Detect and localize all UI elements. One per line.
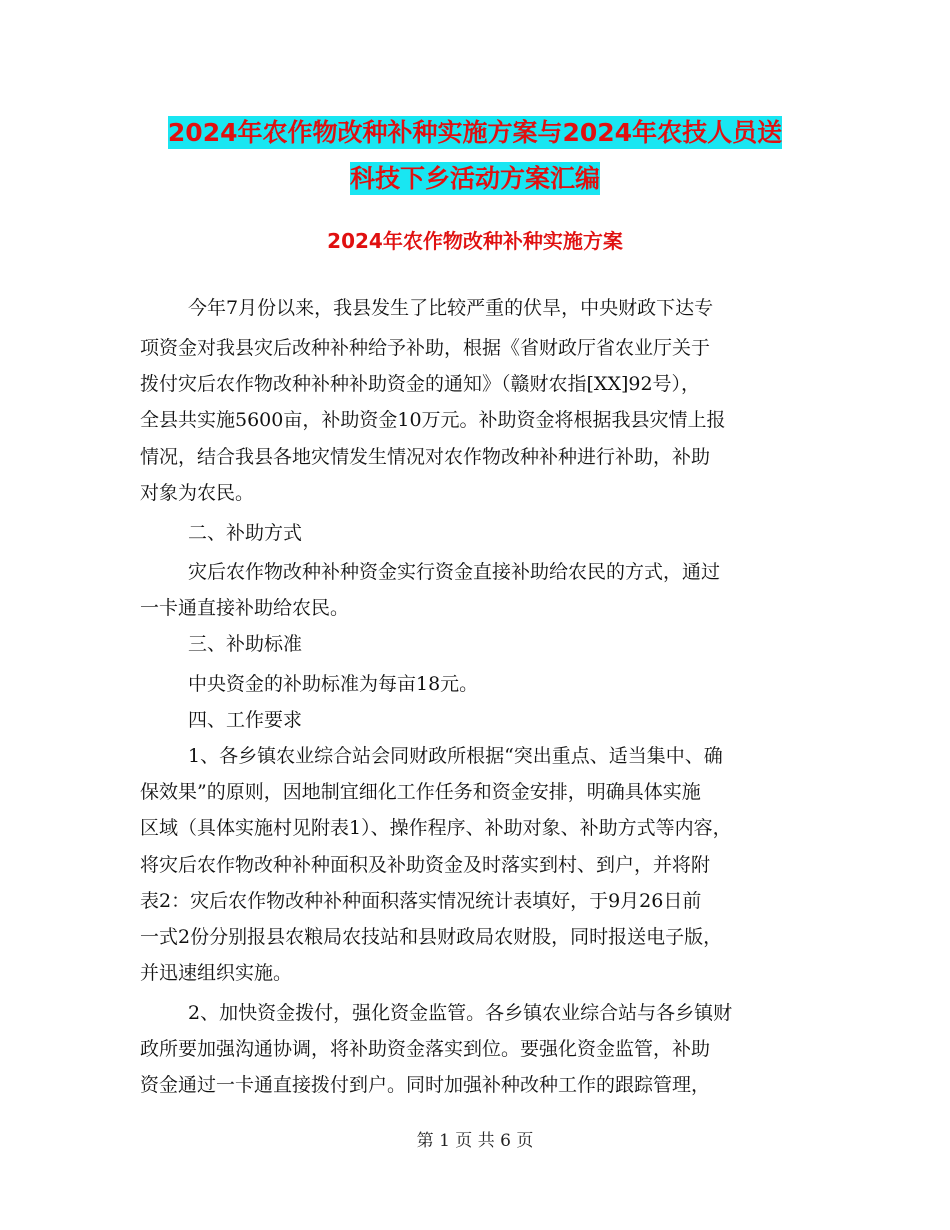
body-line: 项资金对我县灾后改种补种给予补助，根据《省财政厅省农业厅关于 [140,337,711,359]
body-line: 区域（具体实施村见附表1）、操作程序、补助对象、补助方式等内容， [140,817,732,839]
section-heading: 2024年农作物改种补种实施方案 [327,229,623,253]
body-line: 并迅速组织实施。 [140,962,293,984]
body-line: 一卡通直接补助给农民。 [140,597,350,619]
body-line: 一式2份分别报县农粮局农技站和县财政局农财股，同时报送电子版， [140,926,723,948]
page-footer: 第 1 页 共 6 页 [416,1131,534,1151]
body-line: 情况，结合我县各地灾情发生情况对农作物改种补种进行补助，补助 [140,446,711,468]
body-line: 政所要加强沟通协调，将补助资金落实到位。要强化资金监管，补助 [140,1038,711,1060]
document-title-line-1: 2024年农作物改种补种实施方案与2024年农技人员送 [167,118,783,147]
document-title-line-2: 科技下乡活动方案汇编 [349,164,600,193]
body-line: 灾后农作物改种补种资金实行资金直接补助给农民的方式，通过 [188,561,721,583]
section-label: 三、补助标准 [188,633,303,655]
body-line: 今年7月份以来，我县发生了比较严重的伏旱，中央财政下达专 [188,297,714,319]
section-label: 二、补助方式 [188,522,303,544]
body-line: 将灾后农作物改种补种面积及补助资金及时落实到村、到户，并将附 [140,854,711,876]
body-line: 资金通过一卡通直接拨付到户。同时加强补种改种工作的跟踪管理， [140,1074,711,1096]
body-line: 保效果”的原则，因地制宜细化工作任务和资金安排，明确具体实施 [140,781,701,803]
body-line: 中央资金的补助标准为每亩18元。 [188,673,479,695]
body-line: 全县共实施5600亩，补助资金10万元。补助资金将根据我县灾情上报 [140,409,726,431]
body-line: 拨付灾后农作物改种补种补助资金的通知》（赣财农指[XX]92号）， [140,373,701,395]
body-line: 2、加快资金拨付，强化资金监管。各乡镇农业综合站与各乡镇财 [188,1002,733,1024]
body-line: 对象为农民。 [140,482,255,504]
body-line: 表2：灾后农作物改种补种面积落实情况统计表填好，于9月26日前 [140,890,702,912]
body-line: 1、各乡镇农业综合站会同财政所根据“突出重点、适当集中、确 [188,745,723,767]
section-label: 四、工作要求 [188,709,303,731]
